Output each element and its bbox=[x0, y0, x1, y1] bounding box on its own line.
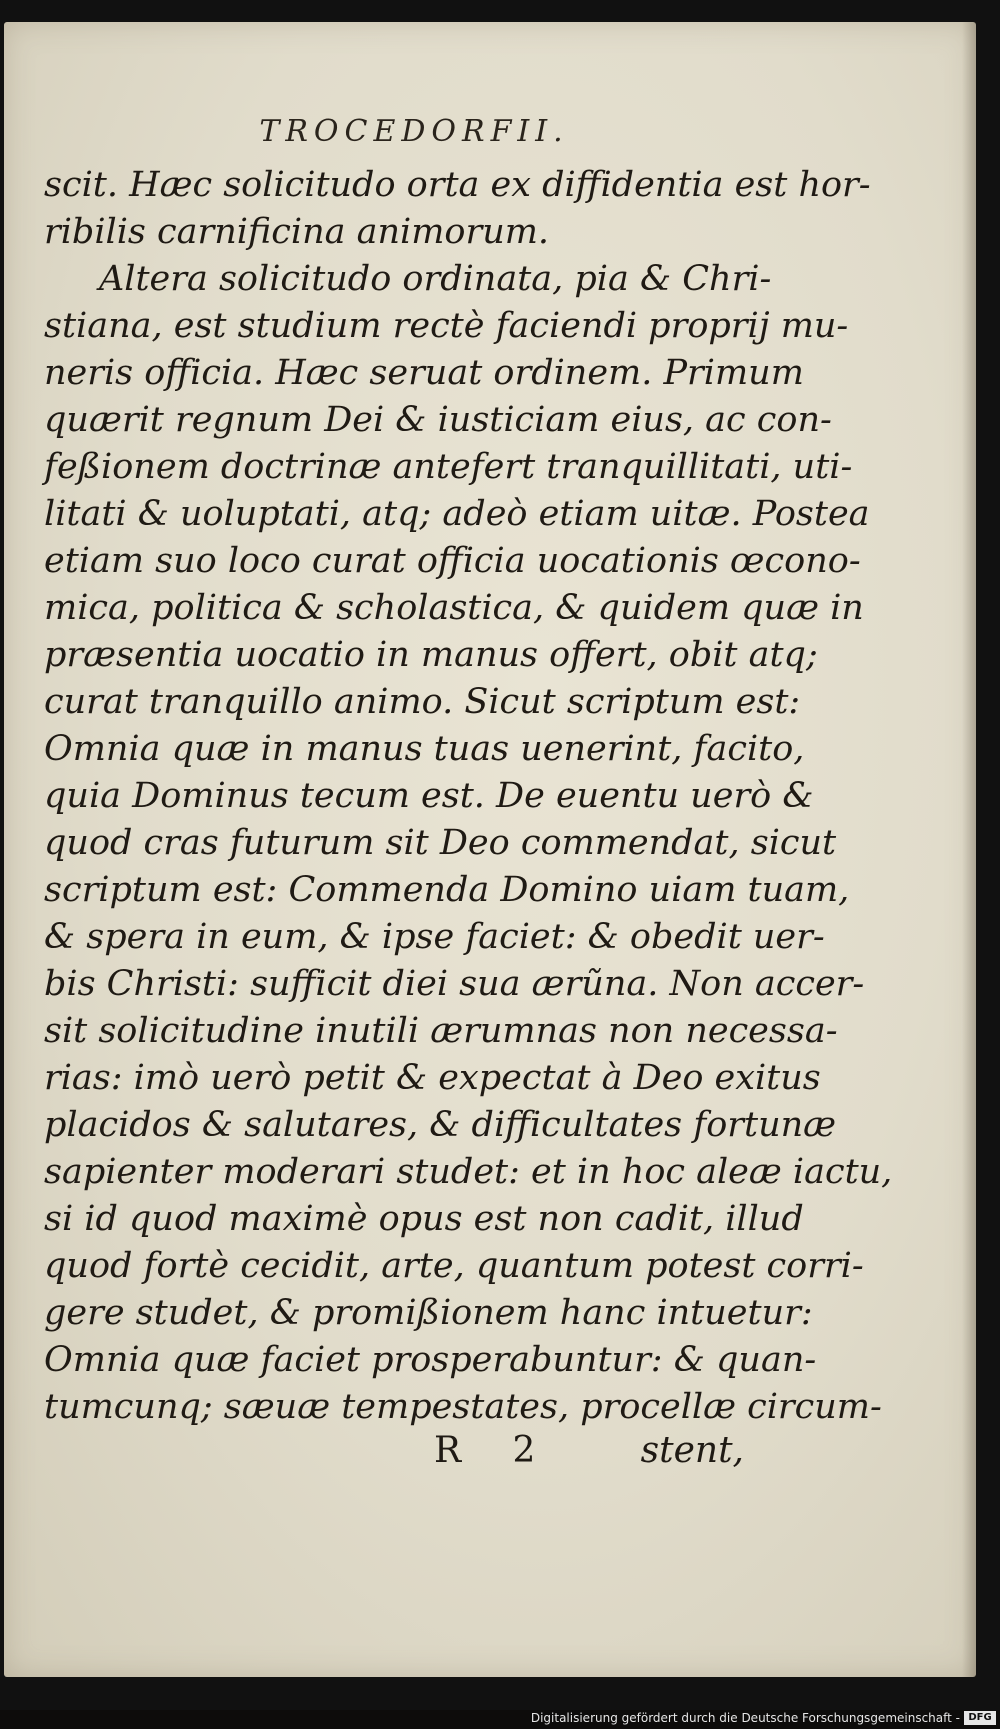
text-line: bis Christi: sufficit diei sua ærũna. Non accer- bbox=[44, 964, 865, 1004]
page-edge-shadow bbox=[962, 22, 976, 1677]
text-line: tumcunq; sæuæ tempestates, procellæ circum- bbox=[44, 1387, 882, 1427]
text-line: scriptum est: Commenda Domino uiam tuam, bbox=[44, 870, 850, 910]
text-line: gere studet, & promißionem hanc intuetur: bbox=[44, 1293, 813, 1333]
text-line: præsentia uocatio in manus offert, obit atq; bbox=[44, 635, 818, 675]
text-line: quod cras futurum sit Deo commendat, sicut bbox=[44, 823, 837, 863]
text-line: quia Dominus tecum est. De euentu uerò & bbox=[44, 776, 814, 816]
text-line: Omnia quæ faciet prosperabuntur: & quan- bbox=[44, 1340, 817, 1380]
text-line: sit solicitudine inutili ærumnas non necessa- bbox=[44, 1011, 838, 1051]
text-line: etiam suo loco curat officia uocationis œcono- bbox=[44, 541, 861, 581]
funding-notice: Digitalisierung gefördert durch die Deutsche Forschungsgemeinschaft - bbox=[530, 1711, 960, 1725]
text-block bbox=[44, 162, 893, 1431]
text-line: litati & uoluptati, atq; adeò etiam uitæ. Postea bbox=[44, 494, 870, 534]
text-line: sapienter moderari studet: et in hoc aleæ iactu, bbox=[44, 1152, 893, 1192]
text-line: rias: imò uerò petit & expectat à Deo exitus bbox=[44, 1058, 821, 1098]
book-page bbox=[4, 22, 976, 1677]
catchword: stent, bbox=[640, 1430, 744, 1471]
text-line: feßionem doctrinæ antefert tranquillitati, uti- bbox=[44, 447, 853, 487]
text-line: quærit regnum Dei & iusticiam eius, ac con- bbox=[44, 400, 832, 440]
text-line: mica, politica & scholastica, & quidem quæ in bbox=[44, 588, 864, 628]
running-head: TROCEDORFII. bbox=[259, 114, 569, 149]
text-line: stiana, est studium rectè faciendi proprij mu- bbox=[44, 306, 849, 346]
text-line: curat tranquillo animo. Sicut scriptum est: bbox=[44, 682, 801, 722]
text-line: & spera in eum, & ipse faciet: & obedit uer- bbox=[44, 917, 825, 957]
text-line: placidos & salutares, & difficultates fortunæ bbox=[44, 1105, 837, 1145]
text-line: si id quod maximè opus est non cadit, illud bbox=[44, 1199, 804, 1239]
text-line: Altera solicitudo ordinata, pia & Chri- bbox=[99, 259, 772, 299]
text-line: ribilis carnificina animorum. bbox=[44, 212, 550, 252]
text-line: neris officia. Hæc seruat ordinem. Primum bbox=[44, 353, 804, 393]
text-line: Omnia quæ in manus tuas uenerint, facito, bbox=[44, 729, 805, 769]
text-line: scit. Hæc solicitudo orta ex diffidentia est hor- bbox=[44, 165, 871, 205]
gathering-signature: R 2 bbox=[434, 1430, 556, 1471]
text-line: quod fortè cecidit, arte, quantum potest corri- bbox=[44, 1246, 864, 1286]
signature-line bbox=[44, 1430, 744, 1490]
dfg-logo: DFG bbox=[964, 1711, 996, 1725]
